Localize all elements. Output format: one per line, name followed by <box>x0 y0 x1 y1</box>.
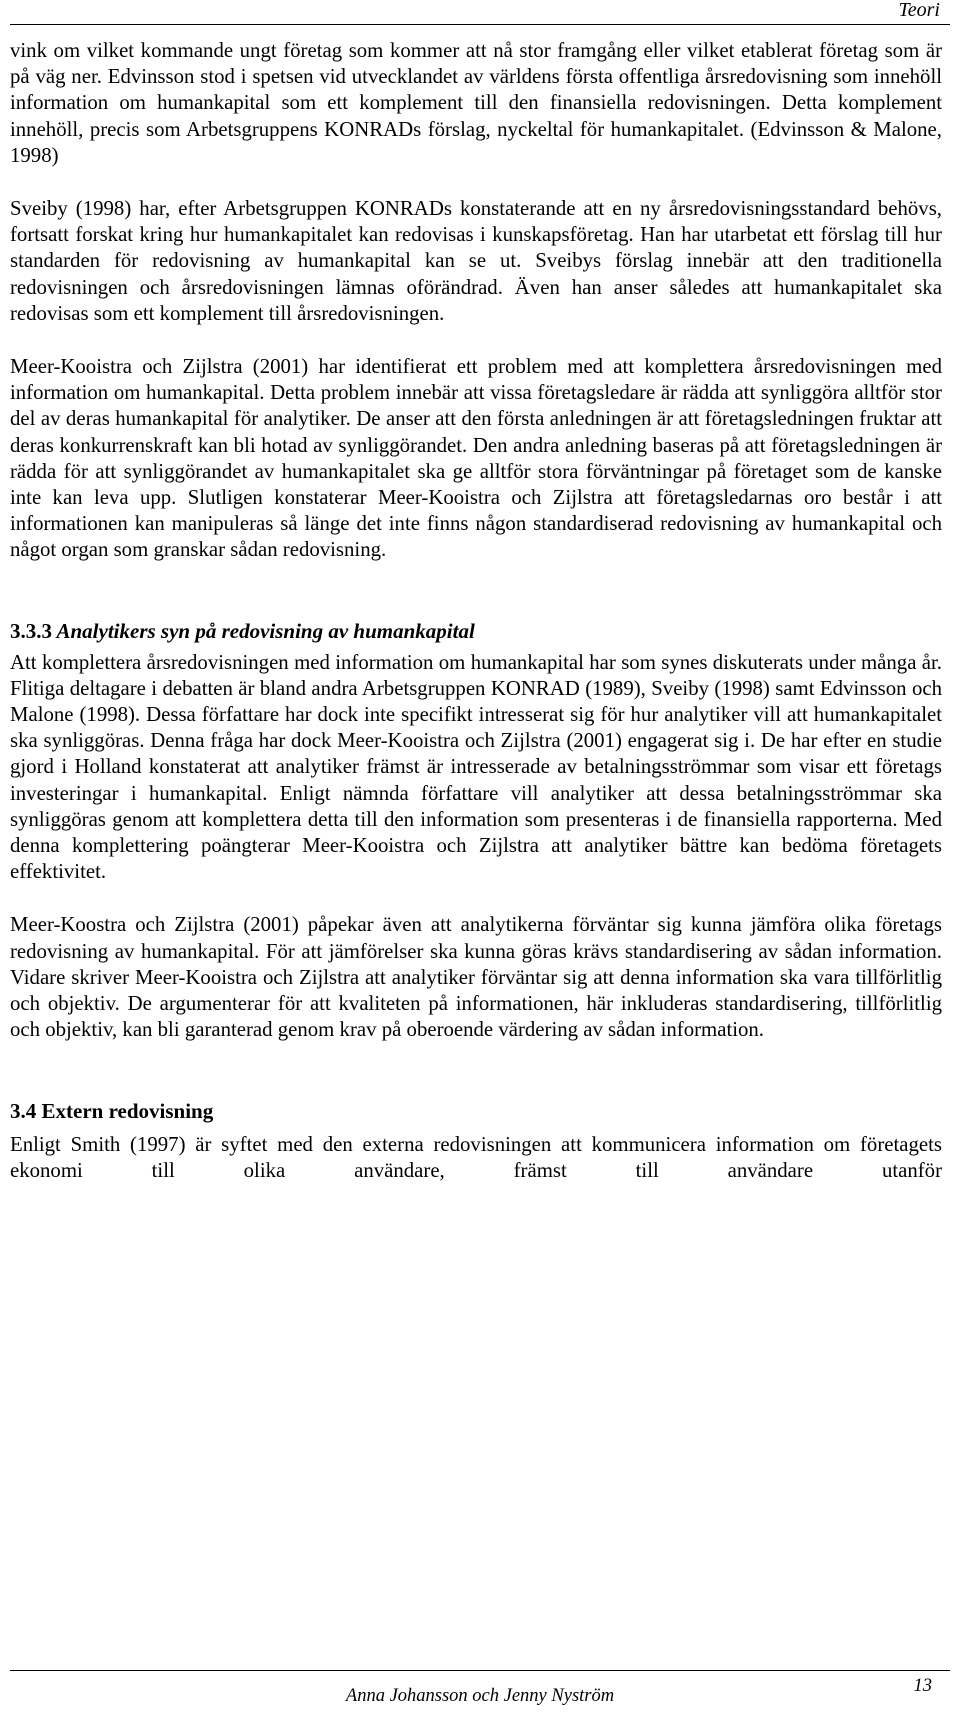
paragraph-edvinsson: vink om vilket kommande ungt företag som kommer att nå stor framgång eller vilket etablerat företag som är på väg ner. Edvinsson stod i spetsen vid utvecklandet av världens första offentliga årsredovisning som innehöll information om humankapital som ett komplement till den finansiella redovisningen. Detta komplement innehöll, precis som Arbetsgruppens KONRADs förslag, nyckeltal för humankapitalet. (Edvinsson & Malone, 1998) <box>10 39 942 167</box>
section-title: Extern redovisning <box>41 1098 214 1123</box>
paragraph-meer-kooistra-problem: Meer-Kooistra och Zijlstra (2001) har identifierat ett problem med att komplettera årsredovisningen med information om humankapital. Detta problem innebär att vissa företagsledare är rädda att synliggöra alltför stor del av deras humankapital för analytiker. De anser att den första anledningen är att företagsledningen fruktar att deras konkurrenskraft kan bli hotad av synliggörandet. Den andra anledning baseras på att företagsledningen är rädda för att synliggörandet av humankapitalet ska ge alltför stora förväntningar på företaget som de kanske inte kan leva upp. Slutligen konstaterar Meer-Kooistra och Zijlstra att företagsledarnas oro består i att informationen kan manipuleras så länge det inte finns någon standardiserad redovisning av humankapital och något organ som granskar sådan redovisning. <box>10 355 942 562</box>
page-body <box>10 38 942 1184</box>
header-rule <box>10 24 950 25</box>
paragraph-sveiby: Sveiby (1998) har, efter Arbetsgruppen KONRADs konstaterande att en ny årsredovisningsstandard behövs, fortsatt forskat kring hur humankapitalet kan redovisas i kunskapsföretag. Han har utarbetat ett förslag till hur standarden för redovisning av humankapital kan se ut. Sveibys förslag innebär att den traditionella redovisningen och årsredovisningen lämnas oförändrad. Även han anser således att humankapitalet ska redovisas som ett komplement till årsredovisningen. <box>10 197 942 325</box>
section-heading <box>10 1098 942 1132</box>
section-number: 3.4 <box>10 1098 37 1123</box>
subsection-number: 3.3.3 <box>10 618 52 643</box>
subsection-title: Analytikers syn på redovisning av humankapital <box>56 618 475 643</box>
paragraph-jamforelse: Meer-Koostra och Zijlstra (2001) påpekar även att analytikerna förväntar sig kunna jämföra olika företags redovisning av humankapital. För att jämförelser ska kunna göras krävs standardisering av sådan information. Vidare skriver Meer-Kooistra och Zijlstra att analytiker förväntar sig att denna information ska vara tillförlitlig och objektiv. De argumenterar för att kvaliteten på informationen, här inkluderas standardisering, tillförlitlig och objektiv, kan bli garanterad genom krav på oberoende värdering av sådan information. <box>10 913 942 1042</box>
running-header-title: Teori <box>898 0 940 21</box>
paragraph-extern-redovisning: Enligt Smith (1997) är syftet med den externa redovisningen att kommunicera information om företagets ekonomi till olika användare, främst till användare utanför <box>10 1132 942 1182</box>
page-number: 13 <box>913 1676 932 1696</box>
paragraph-analytikers-syn: Att komplettera årsredovisningen med information om humankapital har som synes diskuterats under många år. Flitiga deltagare i debatten är bland andra Arbetsgruppen KONRAD (1989), Sveiby (1998) samt Edvinsson och Malone (1998). Dessa författare har dock inte specifikt intresserat sig för hur analytiker vill att humankapitalet ska synliggöras. Denna fråga har dock Meer-Kooistra och Zijlstra (2001) engagerat sig i. De har efter en studie gjord i Holland konstaterat att analytiker främst är intresserade av betalningsströmmar som visar ett företags investeringar i humankapital. Enligt nämnda författare vill analytiker att dessa betalningsströmmar ska synliggöras genom att komplettera detta till den information som presenteras i de finansiella rapporterna. Med denna komplettering poängterar Meer-Kooistra och Zijlstra att analytiker bättre kan bedöma företagets effektivitet. <box>10 650 942 884</box>
footer-authors: Anna Johansson och Jenny Nyström <box>345 1686 615 1706</box>
footer-rule <box>10 1670 950 1671</box>
subsection-heading <box>10 618 942 650</box>
